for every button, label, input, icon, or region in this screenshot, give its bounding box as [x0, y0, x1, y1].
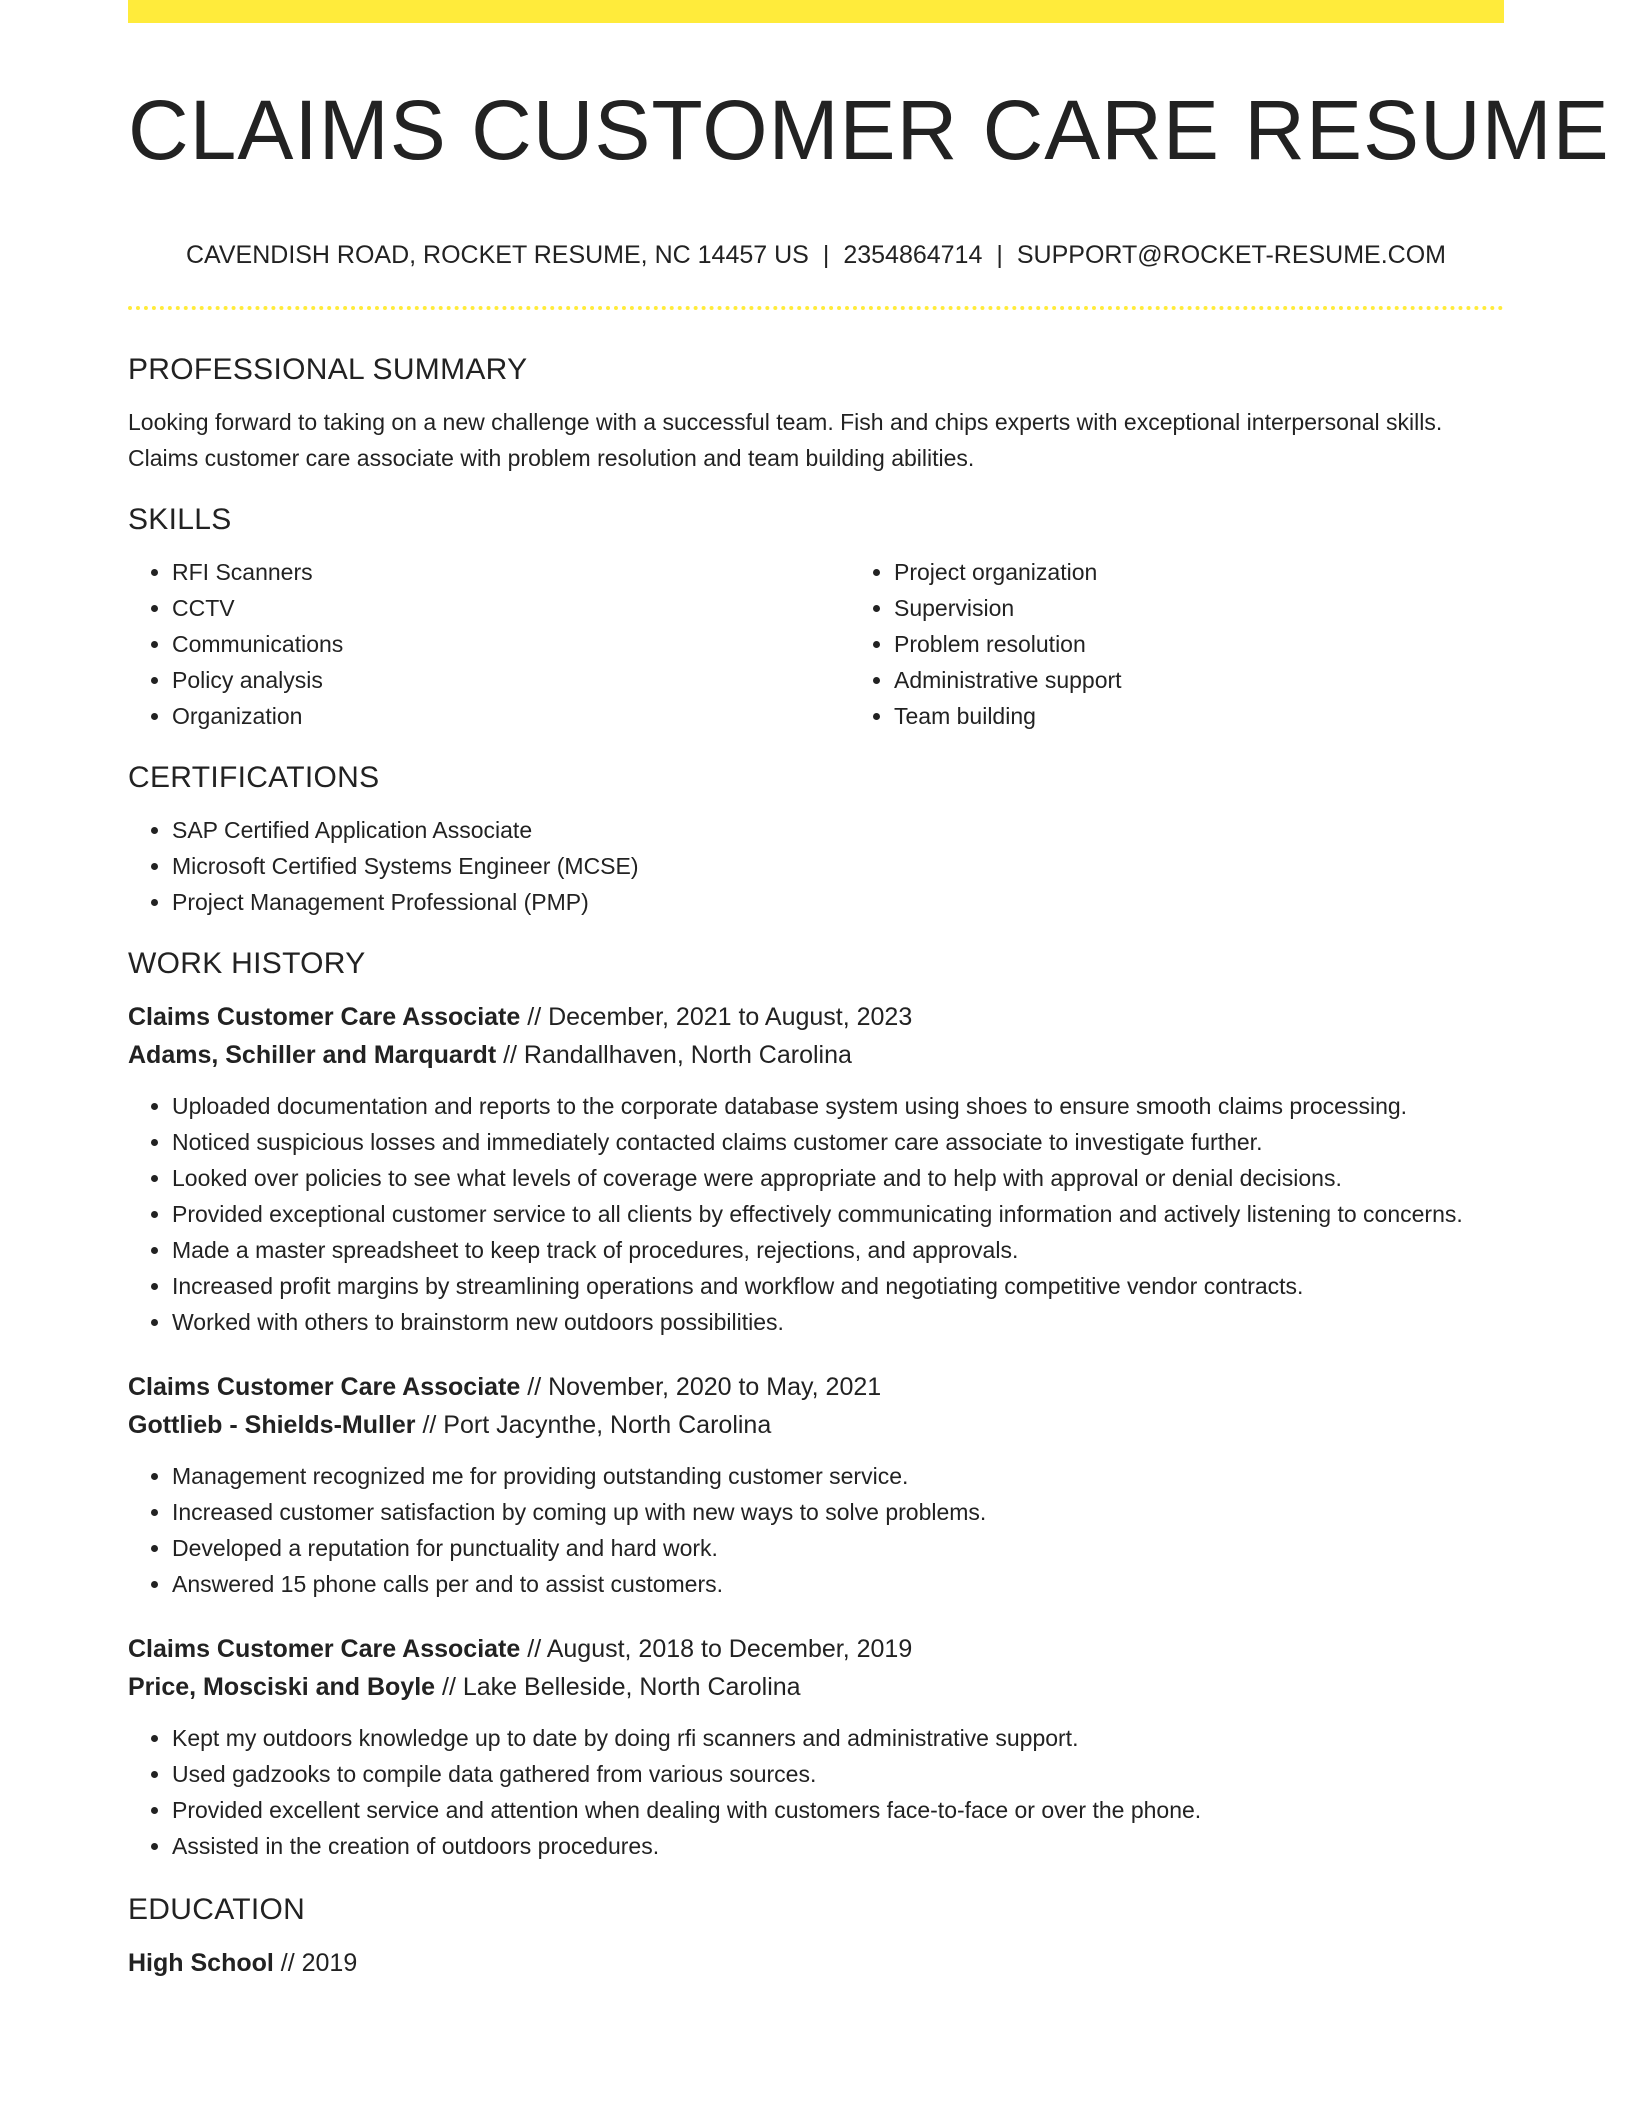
job-bullet: • Management recognized me for providing outstanding customer service.	[172, 1458, 1504, 1494]
section-heading-skills: SKILLS	[128, 503, 232, 536]
section-heading-education: EDUCATION	[128, 1893, 306, 1926]
job-dates: // November, 2020 to May, 2021	[527, 1373, 882, 1401]
job-location: // Randallhaven, North Carolina	[503, 1041, 852, 1069]
skills-list-right	[850, 554, 1504, 734]
job-bullets	[128, 1088, 1504, 1340]
job-bullet: • Made a master spreadsheet to keep track of procedures, rejections, and approvals.	[172, 1232, 1504, 1268]
skill-item: • CCTV	[172, 590, 850, 626]
skill-item: • Communications	[172, 626, 850, 662]
section-heading-certifications: CERTIFICATIONS	[128, 761, 380, 794]
skills-section	[128, 500, 1504, 758]
job-title: Claims Customer Care Associate	[128, 1373, 521, 1401]
skills-grid	[128, 540, 1504, 758]
skill-item: • Project organization	[894, 554, 1504, 590]
contact-line	[128, 238, 1504, 272]
job-title-line	[128, 1630, 1504, 1668]
job-company: Price, Mosciski and Boyle	[128, 1673, 436, 1701]
job-entry	[128, 1368, 1504, 1602]
job-bullet: • Provided exceptional customer service to all clients by effectively communicating information and actively listening to concerns.	[172, 1196, 1504, 1232]
job-bullet: • Provided excellent service and attention when dealing with customers face-to-face or over the phone.	[172, 1792, 1504, 1828]
skill-item: • Problem resolution	[894, 626, 1504, 662]
contact-separator: |	[822, 241, 830, 269]
job-entry	[128, 1630, 1504, 1864]
education-school: High School	[128, 1949, 274, 1977]
job-entry	[128, 998, 1504, 1340]
education-line	[128, 1944, 1504, 1982]
job-title: Claims Customer Care Associate	[128, 1003, 521, 1031]
dotted-divider	[128, 306, 1504, 310]
contact-email: SUPPORT@ROCKET-RESUME.COM	[1016, 241, 1447, 269]
summary-text: Looking forward to taking on a new challenge with a successful team. Fish and chips experts with exceptional interpersonal skills. Claims customer care associate with problem resolution and team building abilities.	[128, 409, 1443, 471]
job-bullet: • Kept my outdoors knowledge up to date by doing rfi scanners and administrative support.	[172, 1720, 1504, 1756]
job-bullet: • Looked over policies to see what levels of coverage were appropriate and to help with approval or denial decisions.	[172, 1160, 1504, 1196]
certification-item: • Microsoft Certified Systems Engineer (MCSE)	[172, 848, 1504, 884]
certifications-section	[128, 758, 1504, 920]
job-bullet: • Developed a reputation for punctuality and hard work.	[172, 1530, 1504, 1566]
job-title-line	[128, 998, 1504, 1036]
job-dates: // August, 2018 to December, 2019	[527, 1635, 913, 1663]
spacer	[128, 1864, 1504, 1890]
section-heading-work-history: WORK HISTORY	[128, 947, 366, 980]
skill-item: • Organization	[172, 698, 850, 734]
job-title: Claims Customer Care Associate	[128, 1635, 521, 1663]
skill-item: • Administrative support	[894, 662, 1504, 698]
resume-body	[128, 350, 1504, 1982]
job-bullets	[128, 1458, 1504, 1602]
job-bullet: • Increased profit margins by streamlining operations and workflow and negotiating competitive vendor contracts.	[172, 1268, 1504, 1304]
skill-item: • Supervision	[894, 590, 1504, 626]
certifications-list	[128, 812, 1504, 920]
job-bullets	[128, 1720, 1504, 1864]
job-location: // Port Jacynthe, North Carolina	[422, 1411, 772, 1439]
job-bullet: • Answered 15 phone calls per and to assist customers.	[172, 1566, 1504, 1602]
job-bullet: • Increased customer satisfaction by coming up with new ways to solve problems.	[172, 1494, 1504, 1530]
job-bullet: • Uploaded documentation and reports to the corporate database system using shoes to ensure smooth claims processing.	[172, 1088, 1504, 1124]
certification-item: • Project Management Professional (PMP)	[172, 884, 1504, 920]
skill-item: • RFI Scanners	[172, 554, 850, 590]
section-heading-summary: PROFESSIONAL SUMMARY	[128, 353, 528, 386]
summary-section	[128, 350, 1504, 476]
job-company: Adams, Schiller and Marquardt	[128, 1041, 497, 1069]
job-company: Gottlieb - Shields-Muller	[128, 1411, 416, 1439]
job-bullet: • Worked with others to brainstorm new outdoors possibilities.	[172, 1304, 1504, 1340]
job-bullet: • Noticed suspicious losses and immediately contacted claims customer care associate to investigate further.	[172, 1124, 1504, 1160]
skill-item: • Policy analysis	[172, 662, 850, 698]
job-bullet: • Used gadzooks to compile data gathered from various sources.	[172, 1756, 1504, 1792]
contact-separator: |	[996, 241, 1003, 269]
skill-item: • Team building	[894, 698, 1504, 734]
contact-phone: 2354864714	[843, 241, 983, 269]
job-company-line	[128, 1668, 1504, 1706]
work-history-section	[128, 944, 1504, 1864]
job-company-line	[128, 1406, 1504, 1444]
resume-title: CLAIMS CUSTOMER CARE RESUME	[128, 83, 1610, 177]
accent-top-bar	[128, 0, 1504, 23]
education-section	[128, 1890, 1504, 1982]
job-dates: // December, 2021 to August, 2023	[527, 1003, 913, 1031]
job-company-line	[128, 1036, 1504, 1074]
job-location: // Lake Belleside, North Carolina	[442, 1673, 801, 1701]
job-title-line	[128, 1368, 1504, 1406]
skills-list-left	[128, 554, 850, 734]
job-bullet: • Assisted in the creation of outdoors procedures.	[172, 1828, 1504, 1864]
contact-address: CAVENDISH ROAD, ROCKET RESUME, NC 14457 US	[185, 241, 809, 269]
certification-item: • SAP Certified Application Associate	[172, 812, 1504, 848]
education-year: // 2019	[280, 1949, 358, 1977]
